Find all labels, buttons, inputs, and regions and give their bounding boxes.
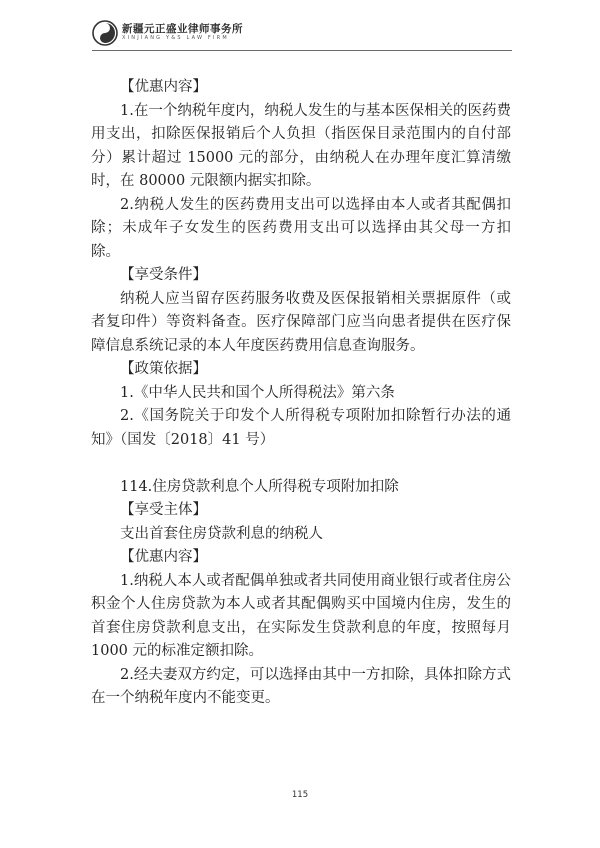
benefit-paragraph-1: 1.在一个纳税年度内，纳税人发生的与基本医保相关的医药费用支出，扣除医保报销后个人负担（指医保目录范围内的自付部分）累计超过 15000 元的部分，由纳税人在办理年度汇算清缴时，在 80000 元限额内据实扣除。 (91, 102, 511, 189)
benefit-paragraph-4: 2.经夫妻双方约定，可以选择由其中一方扣除，具体扣除方式在一个纳税年度内不能变更。 (91, 666, 511, 706)
header-divider (92, 50, 512, 51)
section-title: 114.住房贷款利息个人所得税专项附加扣除 (120, 478, 399, 495)
benefit-paragraph-2: 2.纳税人发生的医药费用支出可以选择由本人或者其配偶扣除；未成年子女发生的医药费用支出可以选择由其父母一方扣除。 (91, 196, 511, 260)
firm-logo-icon (92, 20, 118, 46)
subject-paragraph: 支出首套住房贷款利息的纳税人 (120, 525, 323, 542)
section-spacer (91, 452, 511, 476)
condition-heading: 【享受条件】 (120, 267, 207, 283)
policy-basis-heading: 【政策依据】 (120, 361, 207, 377)
condition-paragraph: 纳税人应当留存医药服务收费及医保报销相关票据原件（或者复印件）等资料备查。医疗保障部门应当向患者提供在医疗保障信息系统记录的本人年度医药费用信息查询服务。 (91, 290, 511, 354)
firm-name-english: XINJIANG Y&S LAW FIRM (122, 35, 229, 41)
page-number: 115 (291, 790, 309, 800)
document-body (91, 76, 511, 711)
benefit-heading-2: 【优惠内容】 (120, 549, 207, 565)
benefit-heading: 【优惠内容】 (120, 79, 207, 95)
subject-heading: 【享受主体】 (120, 502, 207, 518)
policy-basis-item-1: 1.《中华人民共和国个人所得税法》第六条 (120, 384, 395, 401)
benefit-paragraph-3: 1.纳税人本人或者配偶单独或者共同使用商业银行或者住房公积金个人住房贷款为本人或者其配偶购买中国境内住房，发生的首套住房贷款利息支出，在实际发生贷款利息的年度，按照每月 1000 元的标准定额扣除。 (91, 572, 511, 659)
firm-name-chinese: 新疆元正盛业律师事务所 (122, 23, 243, 35)
policy-basis-item-2: 2.《国务院关于印发个人所得税专项附加扣除暂行办法的通知》（国发〔2018〕41 号） (91, 408, 511, 448)
page-header (92, 20, 512, 50)
